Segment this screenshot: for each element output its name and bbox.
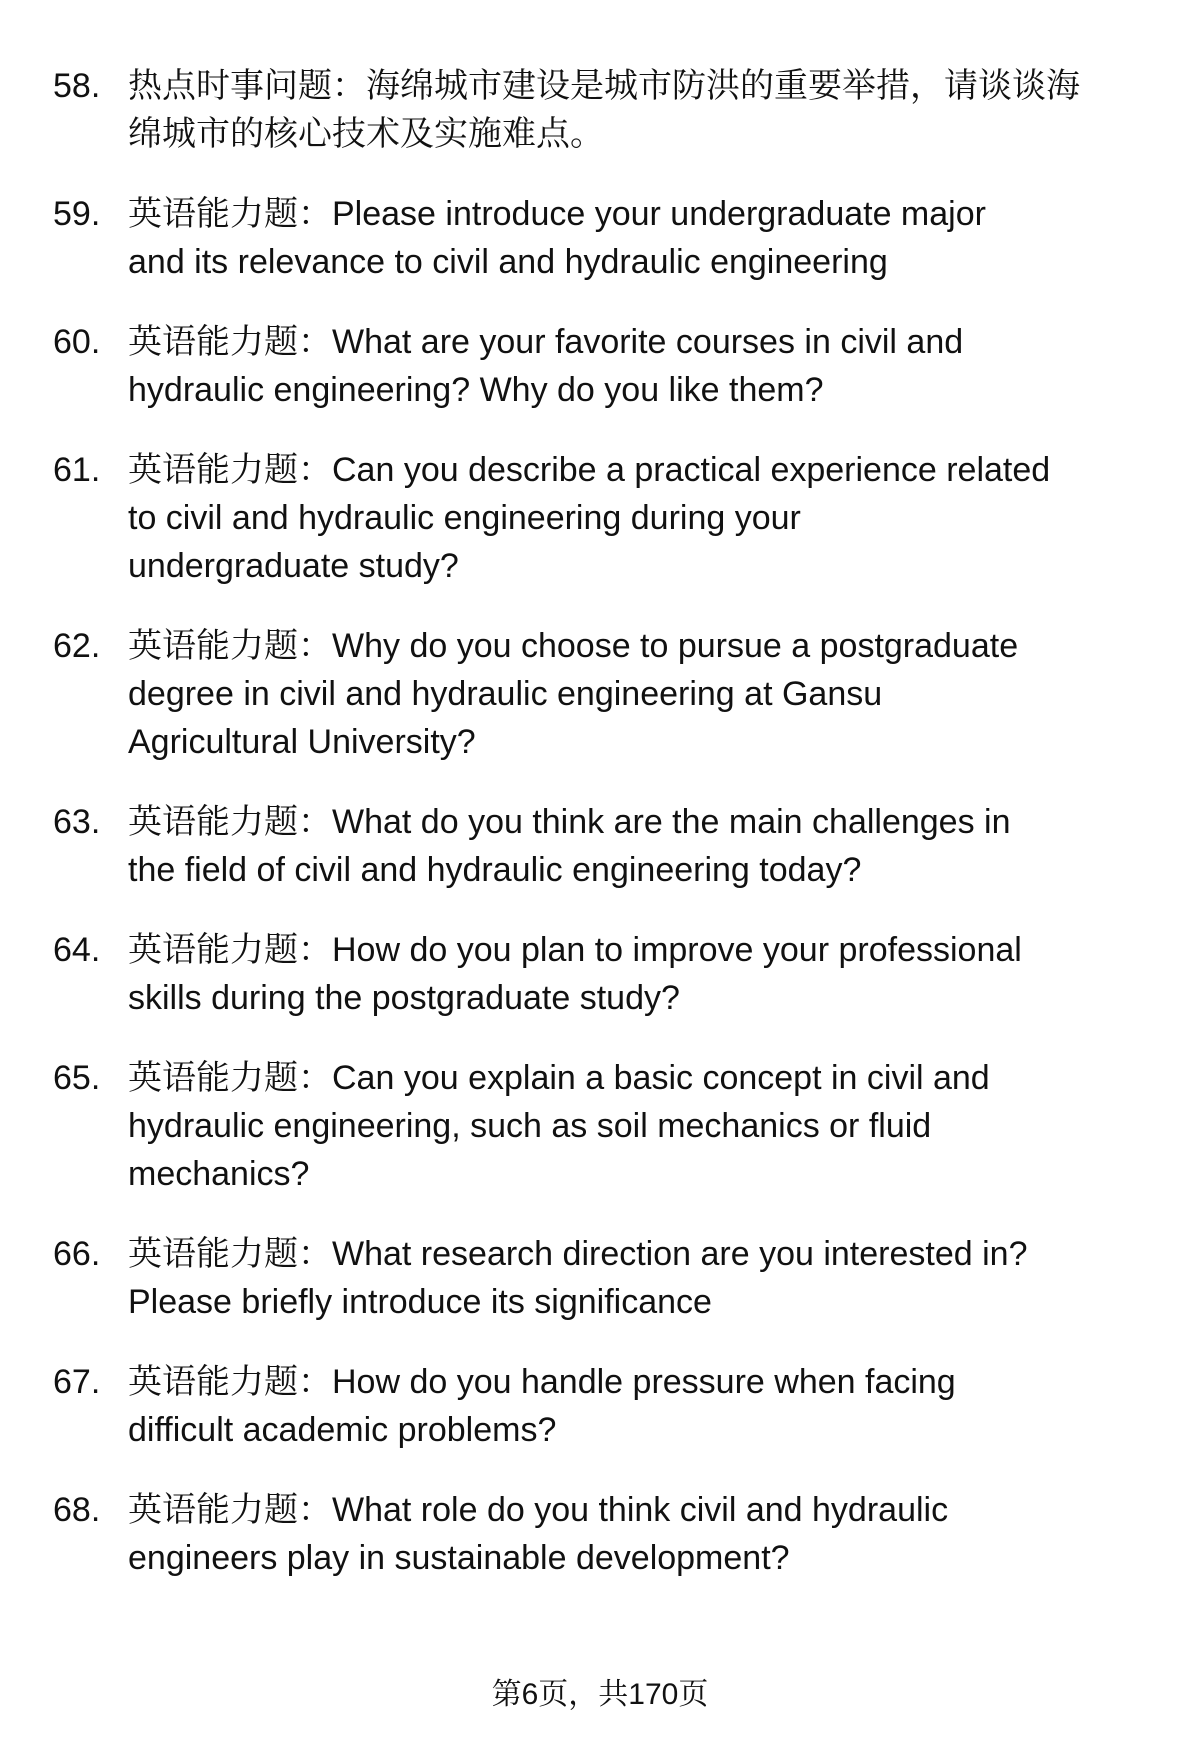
question-text — [128, 446, 1200, 590]
question-item — [0, 446, 1200, 590]
question-text — [128, 190, 1200, 286]
question-number: 66. — [53, 1235, 101, 1273]
question-number: 61. — [53, 451, 101, 489]
question-line: 英语能力题：Please introduce your undergraduate major — [128, 195, 986, 233]
question-line: 英语能力题：How do you handle pressure when facing — [128, 1363, 956, 1401]
question-line: 英语能力题：What are your favorite courses in civil and — [128, 323, 964, 361]
question-number: 58. — [53, 67, 101, 105]
question-item — [0, 926, 1200, 1022]
question-line: 英语能力题：What role do you think civil and hydraulic — [128, 1491, 949, 1529]
question-line: 英语能力题：What do you think are the main challenges in — [128, 803, 1011, 841]
question-number: 65. — [53, 1059, 101, 1097]
question-line: 热点时事问题：海绵城市建设是城市防洪的重要举措，请谈谈海 — [128, 67, 1080, 105]
question-line: the field of civil and hydraulic engineering today? — [128, 851, 862, 889]
question-number: 59. — [53, 195, 101, 233]
question-line: Agricultural University? — [128, 723, 476, 761]
question-line: Please briefly introduce its significance — [128, 1283, 712, 1321]
question-item — [0, 62, 1200, 158]
question-text — [128, 1486, 1200, 1582]
question-item — [0, 190, 1200, 286]
question-item — [0, 798, 1200, 894]
question-text — [128, 622, 1200, 766]
question-line: undergraduate study? — [128, 547, 459, 585]
question-line: 英语能力题：Can you describe a practical experience related — [128, 451, 1051, 489]
question-text — [128, 1358, 1200, 1454]
question-number: 60. — [53, 323, 101, 361]
question-line: mechanics? — [128, 1155, 310, 1193]
question-text — [128, 1230, 1200, 1326]
question-line: 英语能力题：What research direction are you interested in? — [128, 1235, 1028, 1273]
question-number: 68. — [53, 1491, 101, 1529]
question-line: degree in civil and hydraulic engineering at Gansu — [128, 675, 883, 713]
question-item — [0, 1358, 1200, 1454]
question-number: 62. — [53, 627, 101, 665]
question-line: 英语能力题：Can you explain a basic concept in civil and — [128, 1059, 990, 1097]
question-line: 英语能力题：Why do you choose to pursue a postgraduate — [128, 627, 1019, 665]
question-item — [0, 622, 1200, 766]
question-item — [0, 1230, 1200, 1326]
question-number: 63. — [53, 803, 101, 841]
question-number: 67. — [53, 1363, 101, 1401]
question-line: 绵城市的核心技术及实施难点。 — [128, 115, 604, 153]
question-text — [128, 798, 1200, 894]
question-text — [128, 1054, 1200, 1198]
question-text — [128, 926, 1200, 1022]
question-line: hydraulic engineering, such as soil mechanics or fluid — [128, 1107, 932, 1145]
question-item — [0, 1054, 1200, 1198]
question-line: 英语能力题：How do you plan to improve your professional — [128, 931, 1022, 969]
question-text — [128, 318, 1200, 414]
question-line: difficult academic problems? — [128, 1411, 557, 1449]
question-line: skills during the postgraduate study? — [128, 979, 680, 1017]
question-item — [0, 1486, 1200, 1582]
question-number: 64. — [53, 931, 101, 969]
question-item — [0, 318, 1200, 414]
question-line: to civil and hydraulic engineering during your — [128, 499, 801, 537]
question-list — [0, 62, 1200, 1614]
question-line: and its relevance to civil and hydraulic engineering — [128, 243, 888, 281]
page-footer: 第6页，共170页 — [491, 1678, 709, 1711]
question-line: engineers play in sustainable development? — [128, 1539, 790, 1577]
question-line: hydraulic engineering? Why do you like them? — [128, 371, 824, 409]
question-text — [128, 62, 1200, 158]
